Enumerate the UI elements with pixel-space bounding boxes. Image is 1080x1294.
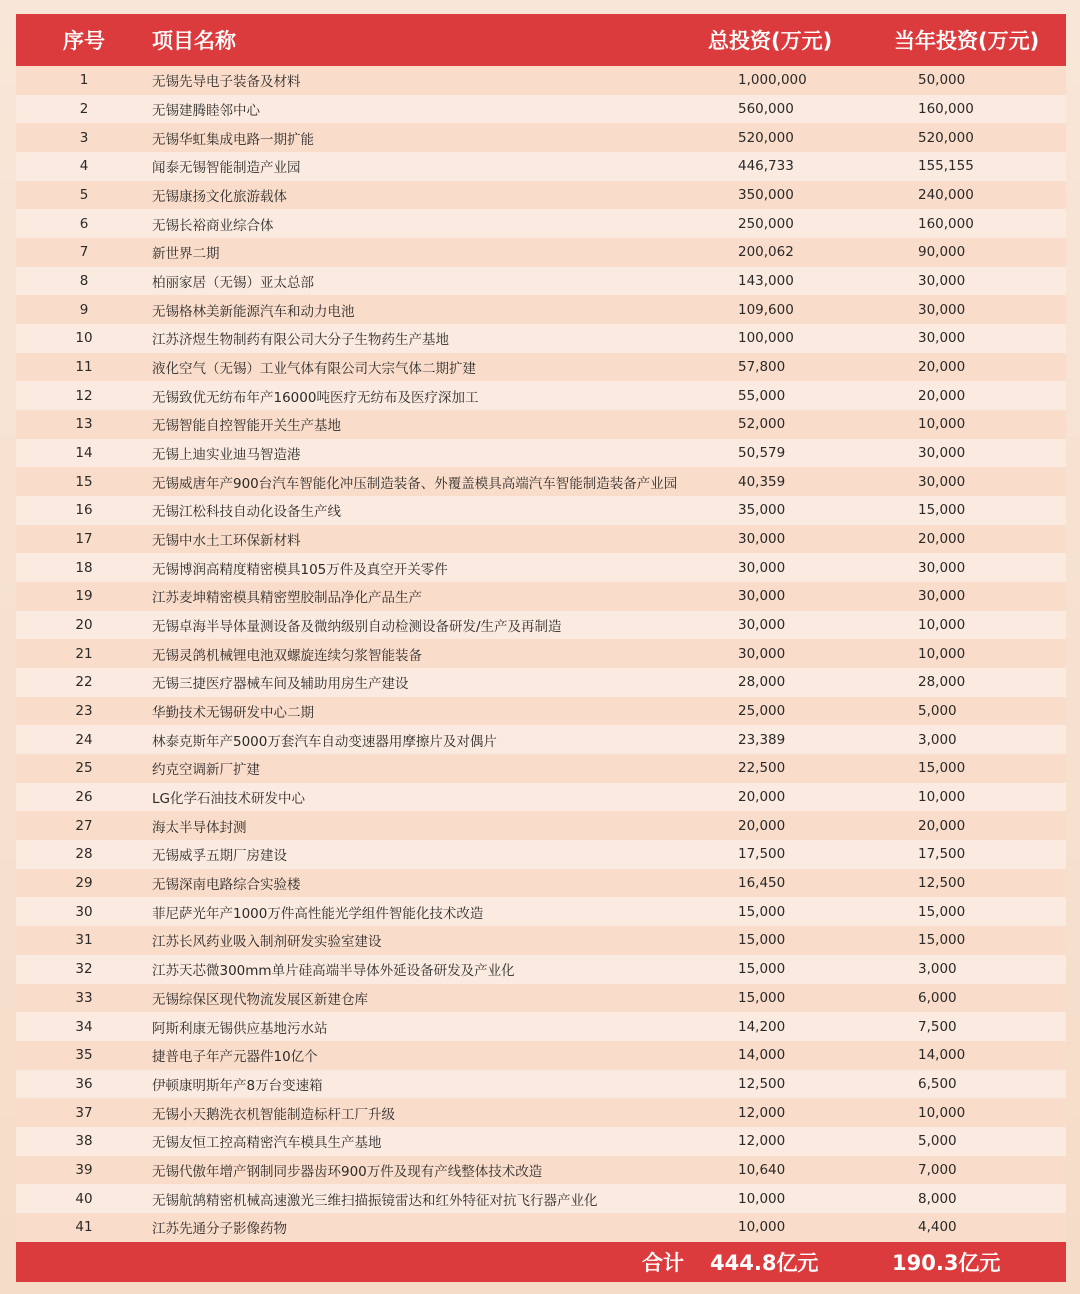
row-year: 10,000 [918, 416, 966, 433]
row-year: 3,000 [918, 731, 957, 748]
row-no: 4 [79, 158, 89, 175]
row-no: 2 [79, 101, 89, 117]
table-row [16, 525, 1066, 554]
row-total: 100,000 [738, 330, 794, 347]
row-year: 15,000 [918, 932, 966, 949]
row-total: 55,000 [738, 387, 786, 404]
row-total: 15,000 [738, 961, 786, 978]
footer-label: 合计 [642, 1250, 684, 1275]
row-name: 海太半导体封测 [152, 819, 247, 836]
row-name: 约克空调新厂扩建 [152, 762, 260, 779]
row-year: 15,000 [918, 903, 966, 920]
row-no: 30 [75, 903, 93, 920]
row-total: 30,000 [738, 588, 786, 605]
row-total: 28,000 [738, 674, 786, 691]
row-total: 30,000 [738, 617, 786, 634]
row-year: 20,000 [918, 387, 966, 404]
row-year: 7,500 [918, 1018, 957, 1035]
row-year: 14,000 [918, 1047, 966, 1064]
row-year: 7,000 [918, 1161, 957, 1178]
table-row [16, 1041, 1066, 1070]
row-no: 18 [75, 559, 93, 576]
table-footer [16, 1242, 1066, 1282]
row-no: 41 [75, 1219, 93, 1236]
table-row [16, 95, 1066, 124]
table-row [16, 66, 1066, 95]
row-no: 27 [75, 817, 93, 834]
row-name: 无锡博润高精度精密模具105万件及真空开关零件 [152, 561, 448, 578]
row-name: 无锡威唐年产900台汽车智能化冲压制造装备、外覆盖模具高端汽车智能制造装备产业园 [152, 475, 678, 492]
row-name: 无锡威孚五期厂房建设 [152, 848, 287, 865]
row-total: 30,000 [738, 531, 786, 548]
row-name: 无锡灵鸽机械锂电池双螺旋连续匀浆智能装备 [152, 647, 422, 664]
row-total: 25,000 [738, 703, 786, 720]
row-year: 20,000 [918, 531, 966, 548]
row-year: 17,500 [918, 846, 966, 863]
row-no: 1 [79, 72, 89, 89]
row-total: 446,733 [738, 158, 794, 175]
row-total: 12,500 [738, 1075, 786, 1092]
table-row [16, 1156, 1066, 1185]
table-row [16, 1070, 1066, 1099]
row-no: 7 [79, 244, 89, 261]
row-total: 10,000 [738, 1190, 786, 1207]
table-row [16, 381, 1066, 410]
row-name: 无锡卓海半导体量测设备及微纳级别自动检测设备研发/生产及再制造 [152, 619, 562, 636]
table-row [16, 353, 1066, 382]
row-name: 捷普电子年产元器件10亿个 [152, 1049, 318, 1066]
table-row [16, 754, 1066, 783]
table-row [16, 725, 1066, 754]
row-year: 5,000 [918, 703, 957, 720]
row-name: 无锡代傲年增产钢制同步器齿环900万件及现有产线整体技术改造 [152, 1163, 543, 1180]
row-name: 江苏麦坤精密模具精密塑胶制品净化产品生产 [152, 590, 422, 607]
row-total: 200,062 [738, 244, 794, 261]
row-name: 无锡智能自控智能开关生产基地 [152, 418, 341, 435]
row-year: 12,500 [918, 875, 966, 892]
row-no: 28 [75, 846, 93, 863]
table-row [16, 668, 1066, 697]
table-row [16, 582, 1066, 611]
row-name: 无锡康扬文化旅游载体 [152, 189, 287, 206]
row-name: 无锡航鹄精密机械高速激光三维扫描振镜雷达和红外特征对抗飞行器产业化 [152, 1192, 598, 1209]
row-year: 240,000 [918, 187, 974, 204]
table-row [16, 984, 1066, 1013]
row-name: 无锡致优无纺布年产16000吨医疗无纺布及医疗深加工 [152, 389, 479, 406]
row-total: 560,000 [738, 101, 794, 117]
table-row [16, 639, 1066, 668]
row-no: 17 [75, 531, 93, 548]
investment-table [16, 14, 1066, 1282]
row-total: 17,500 [738, 846, 786, 863]
row-no: 32 [75, 961, 93, 978]
row-year: 160,000 [918, 101, 974, 117]
row-total: 35,000 [738, 502, 786, 519]
row-year: 8,000 [918, 1190, 957, 1207]
row-total: 14,000 [738, 1047, 786, 1064]
row-year: 30,000 [918, 273, 966, 290]
row-name: 伊顿康明斯年产8万台变速箱 [152, 1077, 323, 1094]
row-no: 12 [75, 387, 93, 404]
row-year: 30,000 [918, 301, 966, 318]
table-row [16, 1127, 1066, 1156]
table-row [16, 1184, 1066, 1213]
row-year: 90,000 [918, 244, 966, 261]
row-name: 无锡华虹集成电路一期扩能 [152, 131, 314, 148]
row-name: 新世界二期 [152, 246, 220, 263]
row-no: 6 [79, 215, 89, 232]
row-total: 23,389 [738, 731, 786, 748]
row-no: 34 [75, 1018, 93, 1035]
row-name: 无锡江松科技自动化设备生产线 [152, 504, 341, 521]
table-row [16, 267, 1066, 296]
row-total: 15,000 [738, 903, 786, 920]
row-year: 30,000 [918, 330, 966, 347]
row-no: 21 [75, 645, 93, 662]
row-total: 40,359 [738, 473, 786, 490]
row-year: 155,155 [918, 158, 974, 175]
row-total: 30,000 [738, 559, 786, 576]
row-no: 24 [75, 731, 93, 748]
row-total: 12,000 [738, 1104, 786, 1121]
row-name: 江苏济煜生物制药有限公司大分子生物药生产基地 [152, 332, 449, 349]
table-row [16, 496, 1066, 525]
row-year: 15,000 [918, 502, 966, 519]
row-no: 40 [75, 1190, 93, 1207]
row-total: 30,000 [738, 645, 786, 662]
row-year: 30,000 [918, 473, 966, 490]
table-row [16, 439, 1066, 468]
row-no: 23 [75, 703, 93, 720]
row-no: 5 [79, 187, 89, 204]
table-row [16, 840, 1066, 869]
row-total: 16,450 [738, 875, 786, 892]
row-year: 5,000 [918, 1133, 957, 1150]
row-name: 江苏长风药业吸入制剂研发实验室建设 [152, 934, 382, 951]
row-name: LG化学石油技术研发中心 [152, 791, 305, 808]
table-header [16, 14, 1066, 66]
row-no: 11 [75, 359, 93, 376]
row-year: 10,000 [918, 617, 966, 634]
row-year: 10,000 [918, 1104, 966, 1121]
row-total: 52,000 [738, 416, 786, 433]
row-no: 29 [75, 875, 93, 892]
table-row [16, 295, 1066, 324]
table-row [16, 467, 1066, 496]
row-year: 30,000 [918, 588, 966, 605]
row-total: 50,579 [738, 445, 786, 462]
table-row [16, 181, 1066, 210]
row-name: 闻泰无锡智能制造产业园 [152, 160, 301, 177]
table-row [16, 152, 1066, 181]
row-no: 3 [79, 129, 89, 146]
row-total: 57,800 [738, 359, 786, 376]
table-row [16, 811, 1066, 840]
table-row [16, 553, 1066, 582]
row-name: 无锡综保区现代物流发展区新建仓库 [152, 991, 368, 1008]
header-year: 当年投资(万元) [894, 29, 1040, 53]
row-total: 1,000,000 [738, 72, 807, 89]
row-no: 25 [75, 760, 93, 777]
row-total: 250,000 [738, 215, 794, 232]
table-row [16, 897, 1066, 926]
row-total: 109,600 [738, 301, 794, 318]
table-row [16, 697, 1066, 726]
header-no: 序号 [63, 29, 105, 53]
row-year: 10,000 [918, 789, 966, 806]
row-no: 22 [75, 674, 93, 691]
footer-total: 444.8亿元 [710, 1250, 819, 1275]
row-year: 50,000 [918, 72, 966, 89]
row-total: 350,000 [738, 187, 794, 204]
row-no: 35 [75, 1047, 93, 1064]
row-name: 华勤技术无锡研发中心二期 [152, 705, 314, 722]
row-year: 160,000 [918, 215, 974, 232]
row-year: 20,000 [918, 817, 966, 834]
row-no: 9 [79, 301, 89, 318]
row-name: 林泰克斯年产5000万套汽车自动变速器用摩擦片及对偶片 [152, 733, 497, 750]
row-name: 无锡建腾睦邻中心 [152, 103, 260, 119]
row-name: 无锡上迪实业迪马智造港 [152, 447, 301, 464]
row-name: 无锡格林美新能源汽车和动力电池 [152, 303, 355, 320]
table-row [16, 611, 1066, 640]
table-row [16, 238, 1066, 267]
row-no: 10 [75, 330, 93, 347]
table-row [16, 209, 1066, 238]
table-row [16, 324, 1066, 353]
row-no: 36 [75, 1075, 93, 1092]
row-year: 4,400 [918, 1219, 957, 1236]
table-row [16, 1213, 1066, 1242]
row-year: 30,000 [918, 445, 966, 462]
row-total: 14,200 [738, 1018, 786, 1035]
row-total: 10,640 [738, 1161, 786, 1178]
row-total: 12,000 [738, 1133, 786, 1150]
table-row [16, 783, 1066, 812]
row-year: 6,000 [918, 989, 957, 1006]
row-total: 22,500 [738, 760, 786, 777]
row-no: 15 [75, 473, 93, 490]
table-row [16, 926, 1066, 955]
row-no: 13 [75, 416, 93, 433]
row-name: 江苏天芯微300mm单片硅高端半导体外延设备研发及产业化 [152, 963, 515, 980]
row-no: 37 [75, 1104, 93, 1121]
footer-year: 190.3亿元 [892, 1250, 1001, 1275]
row-total: 20,000 [738, 789, 786, 806]
row-name: 柏丽家居（无锡）亚太总部 [152, 275, 314, 292]
table-row [16, 869, 1066, 898]
row-year: 10,000 [918, 645, 966, 662]
table-row [16, 955, 1066, 984]
row-year: 520,000 [918, 129, 974, 146]
row-name: 无锡先导电子装备及材料 [152, 74, 301, 91]
row-name: 菲尼萨光年产1000万件高性能光学组件智能化技术改造 [152, 905, 484, 922]
row-name: 无锡深南电路综合实验楼 [152, 877, 301, 894]
row-name: 无锡中水土工环保新材料 [152, 533, 301, 550]
row-no: 31 [75, 932, 93, 949]
table-row [16, 1098, 1066, 1127]
header-total: 总投资(万元) [708, 29, 833, 53]
row-total: 10,000 [738, 1219, 786, 1236]
row-name: 液化空气（无锡）工业气体有限公司大宗气体二期扩建 [152, 361, 476, 378]
row-no: 8 [79, 273, 89, 290]
row-no: 16 [75, 502, 93, 519]
row-year: 28,000 [918, 674, 966, 691]
row-year: 3,000 [918, 961, 957, 978]
row-total: 143,000 [738, 273, 794, 290]
row-no: 14 [75, 445, 93, 462]
row-no: 39 [75, 1161, 93, 1178]
table-row [16, 123, 1066, 152]
table-row [16, 410, 1066, 439]
row-no: 38 [75, 1133, 93, 1150]
row-name: 无锡小天鹅洗衣机智能制造标杆工厂升级 [152, 1106, 395, 1123]
row-name: 阿斯利康无锡供应基地污水站 [152, 1020, 328, 1037]
row-name: 无锡三捷医疗器械车间及辅助用房生产建设 [152, 676, 409, 693]
header-name: 项目名称 [152, 29, 236, 53]
row-total: 15,000 [738, 932, 786, 949]
row-no: 20 [75, 617, 93, 634]
row-no: 33 [75, 989, 93, 1006]
row-year: 30,000 [918, 559, 966, 576]
row-no: 26 [75, 789, 93, 806]
table-body [16, 66, 1066, 1242]
row-total: 15,000 [738, 989, 786, 1006]
row-total: 520,000 [738, 129, 794, 146]
row-no: 19 [75, 588, 93, 605]
row-year: 6,500 [918, 1075, 957, 1092]
row-year: 15,000 [918, 760, 966, 777]
row-name: 江苏先通分子影像药物 [152, 1221, 287, 1238]
row-year: 20,000 [918, 359, 966, 376]
row-name: 无锡长裕商业综合体 [152, 217, 274, 234]
row-total: 20,000 [738, 817, 786, 834]
row-name: 无锡友恒工控高精密汽车模具生产基地 [152, 1135, 382, 1152]
table-row [16, 1012, 1066, 1041]
